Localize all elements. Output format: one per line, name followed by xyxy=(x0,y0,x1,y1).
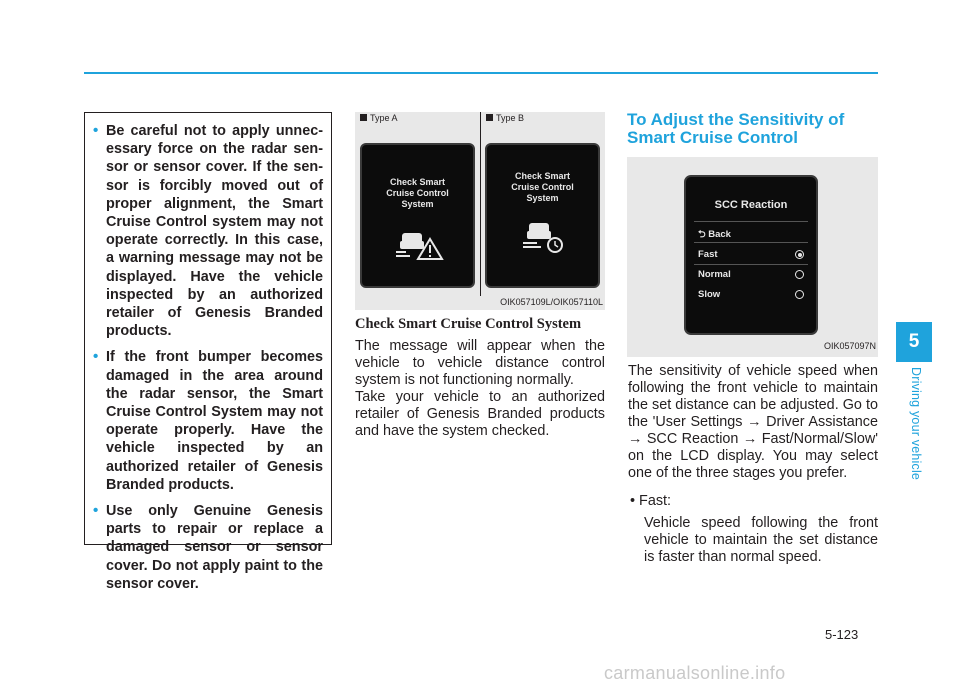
screen-a-message: Check Smart Cruise Control System xyxy=(386,177,449,209)
figure-code: OIK057097N xyxy=(823,341,876,351)
stage-list xyxy=(630,493,878,566)
option-label: Fast xyxy=(698,249,718,260)
divider xyxy=(694,221,808,222)
warning-item xyxy=(93,502,323,593)
warning-text: If the front bumper becomes damaged in the area around the radar sensor, the Smart Cruise Control System may not operate properly. Have the vehicle inspected by an authorized retailer of Genesis Branded products. xyxy=(106,349,323,493)
list-item xyxy=(630,493,878,566)
type-a-label xyxy=(360,113,398,123)
scc-header: SCC Reaction xyxy=(714,199,788,211)
square-icon xyxy=(486,114,493,121)
top-rule xyxy=(84,72,878,74)
car-radar-status-icon xyxy=(521,221,571,255)
back-label: ⮌ Back xyxy=(698,229,731,240)
square-icon xyxy=(360,114,367,121)
bullet-icon: • xyxy=(93,348,99,366)
figure-divider xyxy=(480,112,481,296)
divider xyxy=(694,242,808,243)
screen-b-message: Check Smart Cruise Control System xyxy=(511,171,574,203)
item-title: • Fast: xyxy=(630,493,672,509)
chapter-name: Driving your vehicle xyxy=(909,367,923,481)
warning-item xyxy=(93,348,323,494)
sensitivity-paragraph: The sensitivity of vehicle speed when following the front vehicle to maintain the set distance can be adjusted. Go to the 'User Settings → Driver Assistance → SCC Reaction → Fast/Normal/Slow' on the LCD display. You may select one of the three stages you prefer. xyxy=(628,363,878,481)
radio-selected-icon xyxy=(795,250,804,259)
chapter-number-tab: 5 xyxy=(896,322,932,362)
radio-icon xyxy=(795,290,804,299)
scc-reaction-figure xyxy=(627,157,878,357)
bullet-icon: • xyxy=(93,502,99,520)
option-label: Slow xyxy=(698,289,721,300)
car-radar-warning-icon xyxy=(396,229,446,263)
check-paragraph-1: The message will appear when the vehicle to vehicle distance control system is not functioning normally. xyxy=(355,338,605,388)
item-description: Vehicle speed following the front vehicle to maintain the set distance is faster than normal speed. xyxy=(644,515,878,565)
divider xyxy=(694,264,808,265)
warning-text: Be careful not to apply unnec-essary force on the radar sen-sor or sensor cover. If the sen-sor is forcibly moved out of proper alignment, the Smart Cruise Control system may not operate correctly. In this case, a warning message may not be displayed. Have the vehicle inspected by an authorized retailer of Genesis Branded products. xyxy=(106,123,323,340)
warning-item xyxy=(93,122,323,340)
section-subtitle: Check Smart Cruise Control System xyxy=(355,316,582,332)
type-b-text: Type B xyxy=(496,113,525,123)
watermark: carmanualsonline.info xyxy=(604,663,786,683)
type-a-text: Type A xyxy=(370,113,398,123)
check-paragraph-2: Take your vehicle to an authorized retailer of Genesis Branded products and have the system checked. xyxy=(355,389,605,439)
figure-code: OIK057109L/OIK057110L xyxy=(500,297,603,307)
bullet-icon: • xyxy=(93,122,99,139)
scc-screen xyxy=(684,175,818,335)
cluster-screen-b xyxy=(485,143,600,288)
section-title: To Adjust the Sensitivity of Smart Cruise Control xyxy=(627,110,845,147)
radio-icon xyxy=(795,270,804,279)
warning-text: Use only Genuine Genesis parts to repair or replace a damaged sensor or sensor cover. Do not apply paint to the sensor cover. xyxy=(106,503,323,592)
option-label: Normal xyxy=(698,269,731,280)
warning-box xyxy=(84,112,332,592)
cluster-figure-ab xyxy=(355,112,605,310)
cluster-screen-a xyxy=(360,143,475,288)
page-number: 5-123 xyxy=(825,627,859,642)
type-b-label xyxy=(486,113,524,123)
